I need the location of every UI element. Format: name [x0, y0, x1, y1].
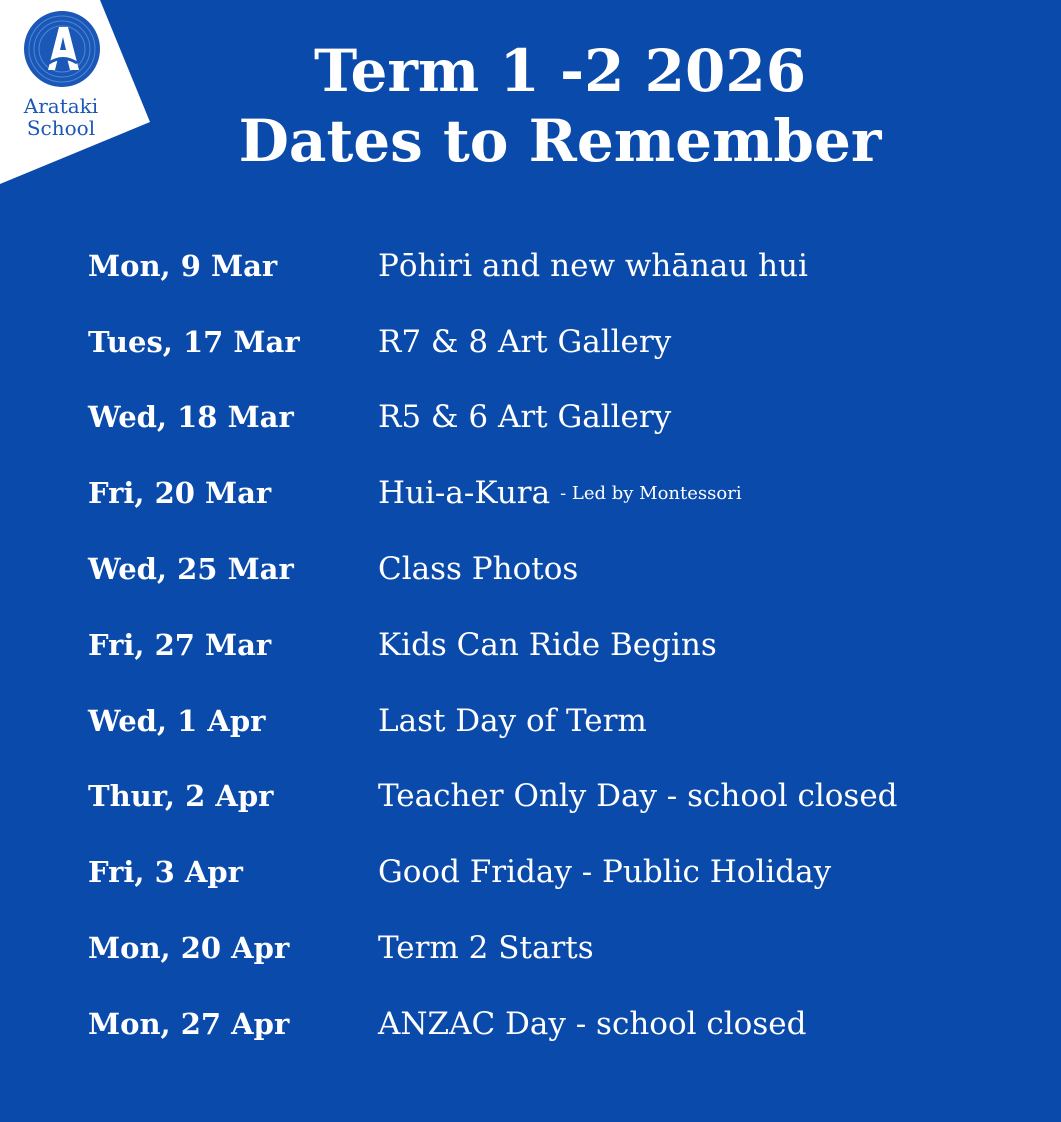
page-title-line-2: Dates to Remember: [238, 107, 882, 175]
event-date: Thur, 2 Apr: [88, 779, 274, 814]
event-date: Fri, 20 Mar: [88, 476, 272, 511]
event-row: [88, 986, 1008, 1062]
event-description: Kids Can Ride Begins: [378, 626, 717, 663]
event-row: [88, 607, 1008, 683]
event-date: Fri, 3 Apr: [88, 855, 243, 890]
event-date: Tues, 17 Mar: [88, 324, 300, 359]
event-date: Fri, 27 Mar: [88, 627, 272, 662]
event-row: [88, 455, 1008, 531]
logo-text-line-2: School: [26, 116, 96, 140]
event-row: [88, 759, 1008, 835]
event-date: Wed, 18 Mar: [88, 400, 294, 435]
event-row: [88, 834, 1008, 910]
event-date: Wed, 1 Apr: [88, 703, 266, 738]
event-description: Class Photos: [378, 551, 579, 588]
event-row: [88, 531, 1008, 607]
event-row: [88, 228, 1008, 304]
event-date: Wed, 25 Mar: [88, 552, 294, 587]
school-logo-icon: [23, 10, 101, 88]
event-date: Mon, 27 Apr: [88, 1006, 290, 1041]
events-list: [88, 228, 1008, 1062]
event-date: Mon, 20 Apr: [88, 931, 290, 966]
event-row: [88, 683, 1008, 759]
event-description: Good Friday - Public Holiday: [378, 854, 832, 891]
event-description: Hui-a-Kura: [378, 475, 551, 512]
event-description: Pōhiri and new whānau hui: [378, 247, 808, 284]
event-description: Teacher Only Day - school closed: [378, 778, 898, 815]
event-description: R5 & 6 Art Gallery: [378, 399, 672, 436]
event-description: R7 & 8 Art Gallery: [378, 323, 672, 360]
page-title-line-1: Term 1 -2 2026: [313, 37, 807, 105]
event-description: ANZAC Day - school closed: [378, 1005, 807, 1042]
event-note: - Led by Montessori: [560, 482, 742, 504]
event-description: Last Day of Term: [378, 702, 647, 739]
event-description: Term 2 Starts: [378, 930, 594, 967]
event-row: [88, 910, 1008, 986]
event-row: [88, 380, 1008, 456]
event-row: [88, 304, 1008, 380]
event-date: Mon, 9 Mar: [88, 248, 278, 283]
logo-text-line-1: Arataki: [23, 94, 99, 118]
